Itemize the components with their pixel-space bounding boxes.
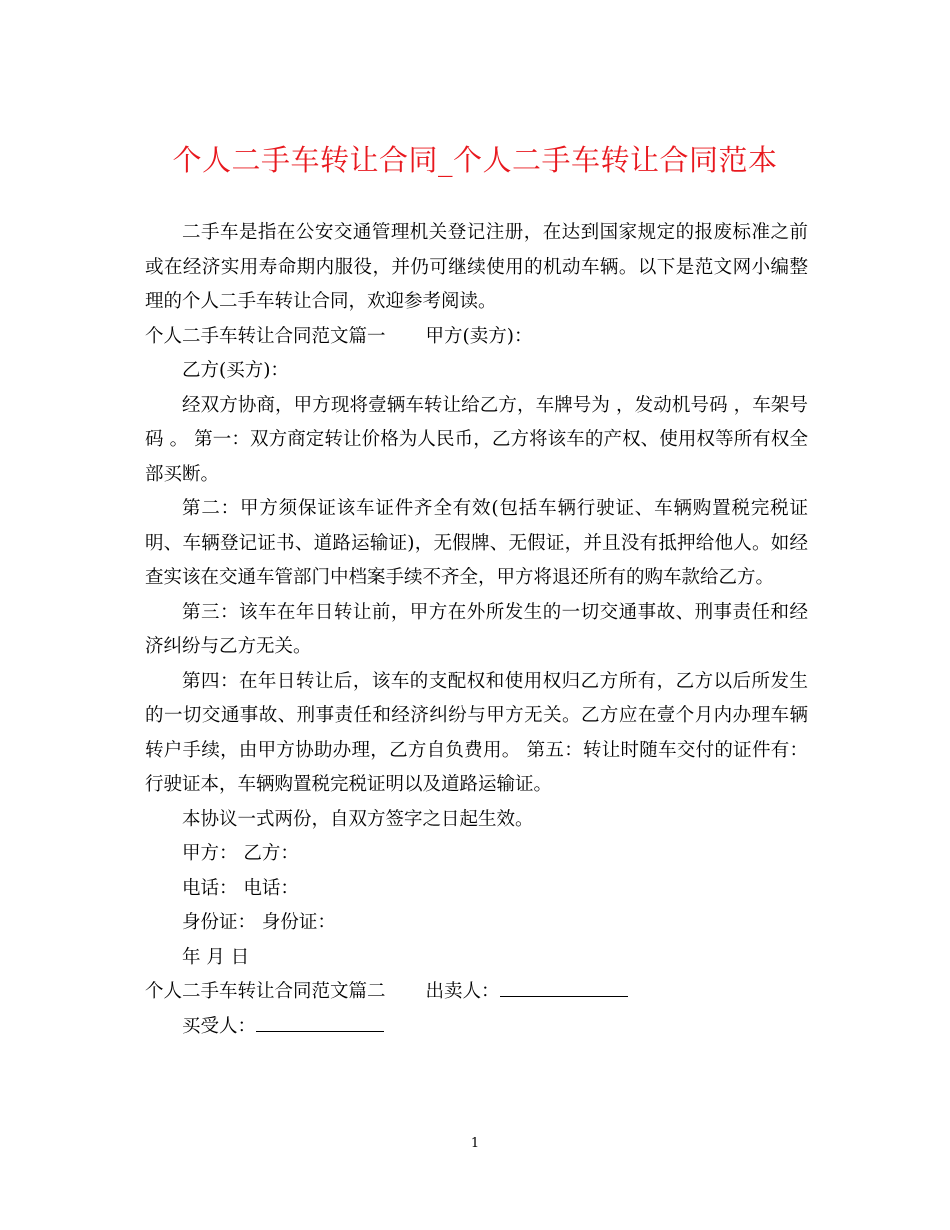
clause-paragraph-2: 第二：甲方须保证该车证件齐全有效(包括车辆行驶证、车辆购置税完税证明、车辆登记证书、道路运输证)，无假牌、无假证，并且没有抵押给他人。如经查实该在交通车管部门中档案手续不齐全，甲方将退还所有的购车款给乙方。: [145, 498, 808, 588]
page-number: 1: [470, 1136, 480, 1151]
buyer-line: [145, 1010, 808, 1045]
seller-blank-line: [500, 978, 628, 997]
intro-paragraph: 二手车是指在公安交通管理机关登记注册，在达到国家规定的报废标准之前或在经济实用寿命期内服役，并仍可继续使用的机动车辆。以下是范文网小编整理的个人二手车转让合同，欢迎参考阅读。: [145, 222, 808, 312]
clause-paragraph-5: 本协议一式两份，自双方签字之日起生效。: [182, 808, 534, 830]
document-title: 个人二手车转让合同_个人二手车转让合同范本: [172, 143, 778, 177]
buyer-label: 买受人：: [182, 1015, 257, 1037]
seller-label: 出卖人：: [425, 981, 500, 1002]
signature-date: 年 月 日: [182, 946, 250, 968]
party-b-label: 乙方(买方)：: [182, 360, 289, 381]
document-body: [145, 216, 808, 1044]
signature-phones: 电话： 电话：: [182, 877, 299, 899]
signature-parties: 甲方： 乙方：: [182, 843, 299, 864]
buyer-blank-line: [256, 1013, 384, 1032]
clause-paragraph-1: 经双方协商，甲方现将壹辆车转让给乙方，车牌号为 ，发动机号码 ，车架号码 。 第一：双方商定转让价格为人民币，乙方将该车的产权、使用权等所有权全部买断。: [145, 394, 808, 485]
clause-paragraph-4: 第四：在年日转让后，该车的支配权和使用权归乙方所有，乙方以后所发生的一切交通事故、刑事责任和经济纠纷与甲方无关。乙方应在壹个月内办理车辆转户手续，由甲方协助办理，乙方自负费用。 第五：转让时随车交付的证件有：行驶证本，车辆购置税完税证明以及道路运输证。: [145, 670, 808, 795]
clause-paragraph-3: 第三：该车在年日转让前，甲方在外所发生的一切交通事故、刑事责任和经济纠纷与乙方无关。: [145, 601, 808, 657]
section1-heading: 个人二手车转让合同范文篇一: [145, 325, 386, 347]
section1-line: [145, 320, 808, 355]
section2-heading: 个人二手车转让合同范文篇二: [145, 981, 386, 1002]
party-a-label: 甲方(卖方)：: [425, 325, 533, 347]
signature-ids: 身份证： 身份证：: [182, 912, 336, 933]
section2-line: [145, 975, 808, 1010]
